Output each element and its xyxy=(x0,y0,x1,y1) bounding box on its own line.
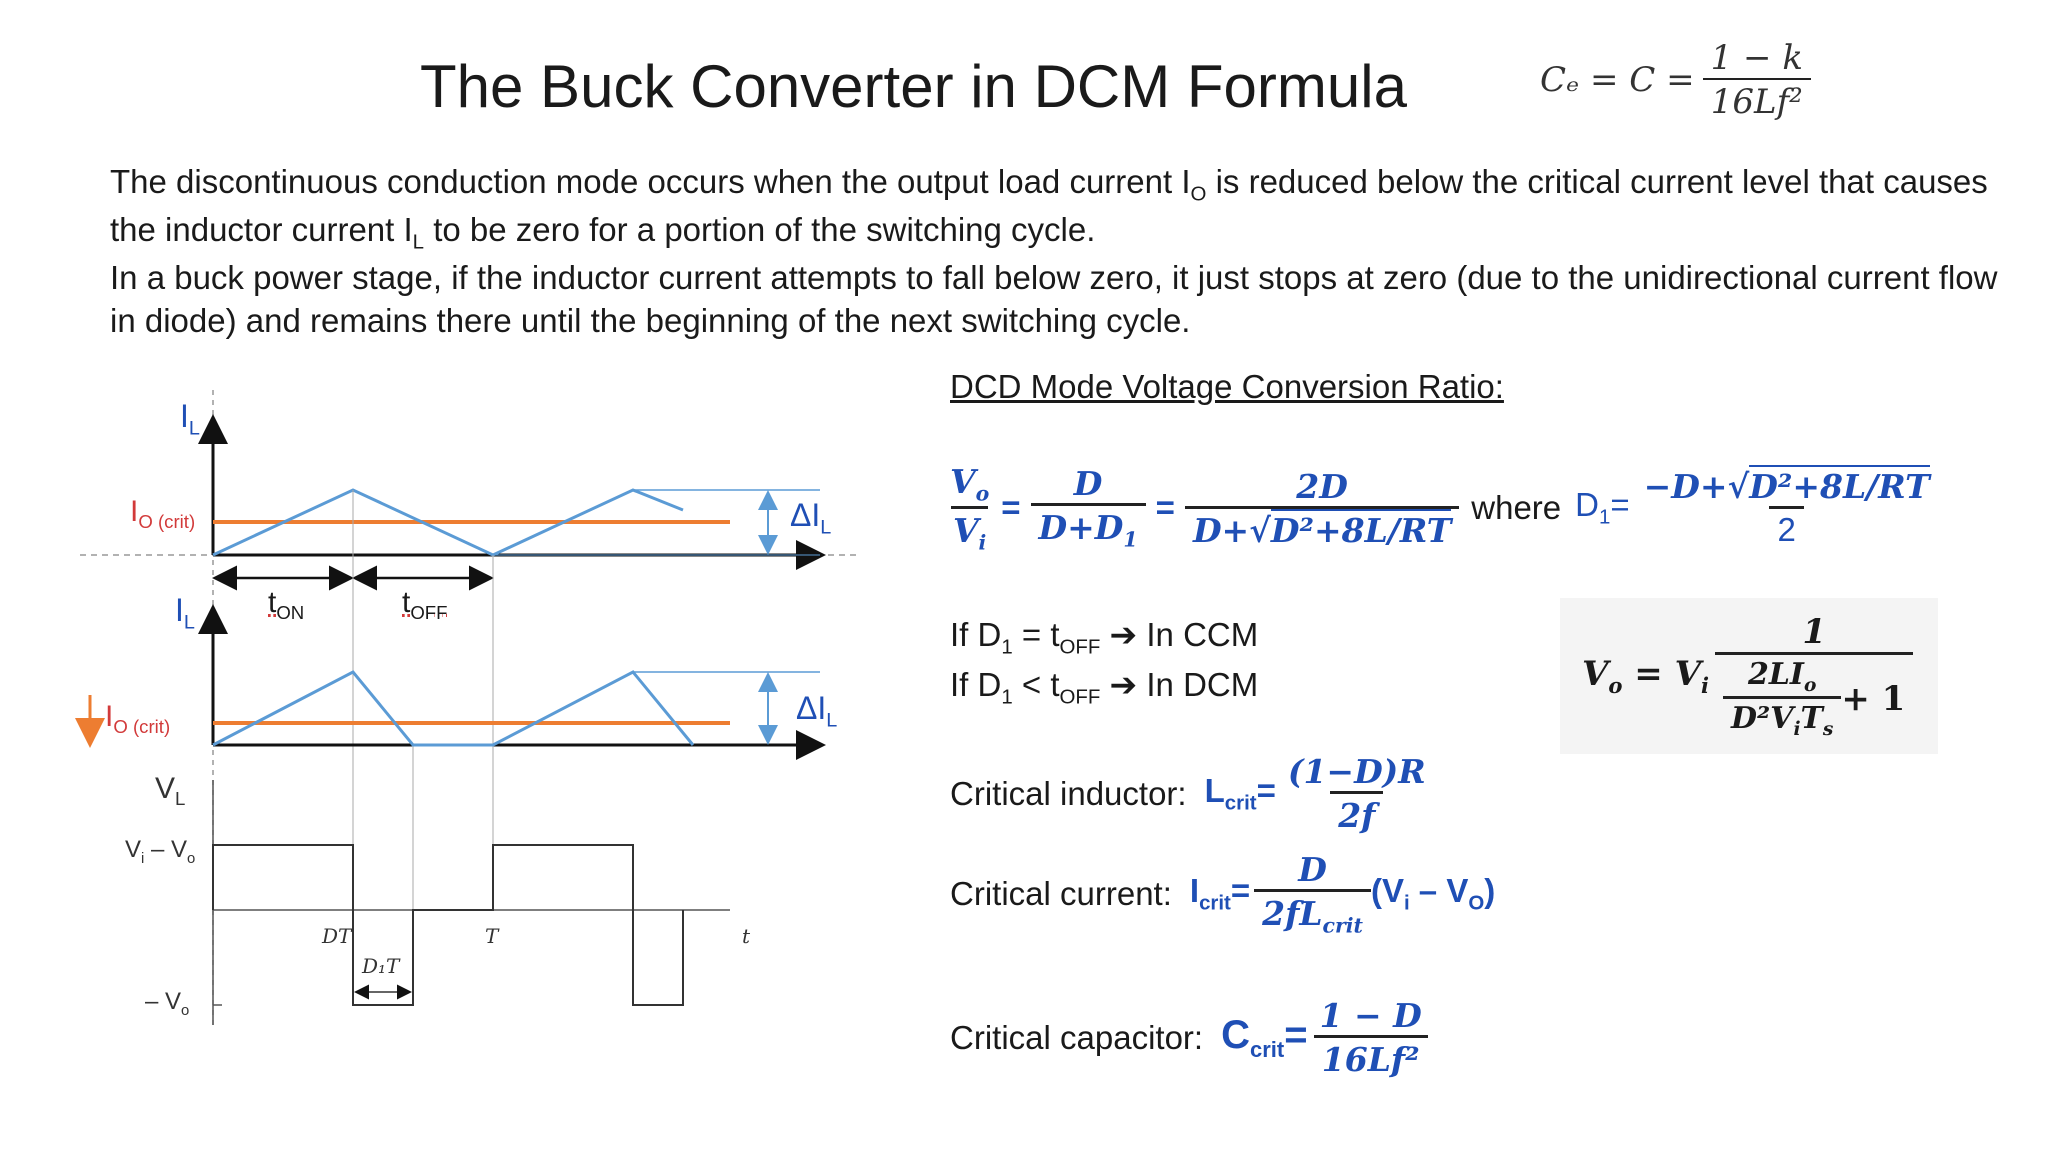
icrit-den: 2fL xyxy=(1262,894,1323,933)
intro-p1-c: to be zero for a portion of the switching cycle. xyxy=(424,210,1096,248)
d1t-label: D₁T xyxy=(362,954,400,978)
vi-vo-sub1: i xyxy=(141,850,145,867)
d1-fraction: $\frac{\text{−D+√D²+8L/RT}}{2}$ xyxy=(1643,467,1930,549)
cap-formula-num: 1 − k xyxy=(1710,38,1803,78)
d1-eq: = xyxy=(1610,486,1630,524)
minus-vo-sym: – V xyxy=(145,988,182,1015)
vo-formula xyxy=(1560,598,1938,754)
il-mid-label xyxy=(175,592,195,634)
vi-sym: V xyxy=(952,510,979,550)
icrit-den-sub: crit xyxy=(1322,913,1363,938)
c2-sub2: OFF xyxy=(1059,685,1101,709)
ccrit-fraction xyxy=(1312,996,1430,1079)
io-crit-top-sub: O (crit) xyxy=(138,511,196,532)
d1-den: 2 xyxy=(1769,506,1803,549)
condition-ccm xyxy=(950,612,1258,662)
vo-inner-fraction xyxy=(1723,657,1841,740)
c1-a: If D xyxy=(950,616,1002,653)
vo-vi-fraction xyxy=(948,462,991,554)
cap-formula-lhs: Cₑ = C = xyxy=(1540,60,1695,100)
vo-lhs: V xyxy=(1582,654,1609,695)
intro-text xyxy=(110,160,2010,343)
vo-inner-den-sub1: i xyxy=(1793,719,1801,740)
vl-sym: V xyxy=(155,772,176,805)
delta-il-top-label xyxy=(790,497,831,539)
icrit-tail-c: ) xyxy=(1484,872,1496,909)
vo-outer-fraction xyxy=(1715,612,1913,740)
c1-b: = t xyxy=(1012,616,1060,653)
ccrit-num: 1 − D xyxy=(1319,996,1422,1035)
vo-eq: = V xyxy=(1622,654,1701,695)
vo-inner-num-sub: o xyxy=(1803,675,1817,696)
intro-p1-sub-l: L xyxy=(412,230,425,254)
vo-num: 1 xyxy=(1802,612,1826,652)
lcrit-sym: L xyxy=(1204,771,1225,809)
t-period-label: T xyxy=(485,924,499,948)
cap-formula xyxy=(1540,38,1811,122)
d-fraction xyxy=(1031,464,1146,552)
d1-label: D xyxy=(1575,486,1599,524)
d1-label-sub: 1 xyxy=(1599,505,1611,529)
icrit-sym: I xyxy=(1189,872,1200,909)
vl-label xyxy=(155,772,185,810)
den2-a: D+ xyxy=(1192,510,1250,550)
delta-il-top-sym: ΔI xyxy=(790,497,821,533)
critical-capacitor-label: Critical capacitor: xyxy=(950,1018,1204,1056)
vo-inner-den: D²V xyxy=(1731,701,1794,736)
arrow-right-icon: ➔ xyxy=(1109,666,1138,704)
intro-p1-b: is reduced below the critical current level that causes the inductor current I xyxy=(110,163,1988,248)
cap-formula-den: 16Lf² xyxy=(1703,78,1811,122)
t-off-sub: OFF xyxy=(410,602,448,623)
ratio-eq1: = xyxy=(1001,489,1021,527)
conditions-block xyxy=(950,612,1258,712)
icrit-tail-sub1: i xyxy=(1403,891,1410,915)
critical-inductor xyxy=(950,752,1434,835)
t-axis-label: t xyxy=(742,924,751,948)
icrit-eq: = xyxy=(1230,872,1251,909)
waveform-diagram xyxy=(70,380,890,1040)
den2-rad: D²+8L/RT xyxy=(1270,510,1452,550)
lcrit-den: 2f xyxy=(1330,791,1383,835)
critical-inductor-label: Critical inductor: xyxy=(950,774,1187,812)
minus-vo-sub: o xyxy=(181,1002,190,1019)
c1-sub2: OFF xyxy=(1059,635,1101,659)
two-d-fraction: $\frac{2D}{\text{D+√D²+8L/RT}}$ xyxy=(1185,467,1459,550)
t-off-sym: t xyxy=(402,586,411,619)
delta-il-mid-sym: ΔI xyxy=(796,690,827,726)
vo-plus: + 1 xyxy=(1841,678,1906,719)
io-crit-mid-sym: I xyxy=(105,700,114,733)
c2-a: If D xyxy=(950,666,1002,704)
io-crit-mid-label xyxy=(105,700,170,738)
vi-vo-v1: V xyxy=(125,836,142,863)
conversion-ratio-equation xyxy=(948,462,1938,554)
ccrit-sub: crit xyxy=(1249,1036,1285,1062)
condition-dcm xyxy=(950,662,1258,712)
d1-sub: 1 xyxy=(1123,527,1138,552)
arrow-right-icon: ➔ xyxy=(1109,616,1138,653)
delta-il-mid-sub: L xyxy=(826,709,838,732)
intro-paragraph-2: In a buck power stage, if the inductor current attempts to fall below zero, it just stops at zero (due to the unidirectional current flow in diode) and remains there until the beginning of the next switching cycle. xyxy=(110,258,1998,340)
lcrit-num: (1−D)R xyxy=(1287,752,1426,791)
il-top-label xyxy=(180,398,200,440)
icrit-tail-b: – V xyxy=(1409,872,1469,909)
mid-inductor-current-wave xyxy=(213,672,693,745)
vl-sub: L xyxy=(175,788,186,809)
vi-vo-label xyxy=(125,836,195,867)
where-text: where xyxy=(1471,489,1562,527)
icrit-tail-sub2: O xyxy=(1468,891,1485,915)
lcrit-sub: crit xyxy=(1224,791,1257,815)
c1-sub: 1 xyxy=(1001,635,1013,659)
c2-result: In DCM xyxy=(1146,666,1259,704)
t-off-label xyxy=(402,586,448,624)
intro-p1-sub-o: O xyxy=(1190,182,1207,206)
lcrit-fraction xyxy=(1280,752,1434,835)
vo-inner-den-sub2: s xyxy=(1822,719,1834,740)
lcrit-eq: = xyxy=(1256,771,1276,809)
vo-inner-num: 2LI xyxy=(1747,657,1804,692)
vi-vo-sub2: o xyxy=(187,850,196,867)
two-d-num: 2D xyxy=(1296,466,1348,506)
delta-il-top-sub: L xyxy=(820,516,832,539)
d-num: D xyxy=(1073,464,1103,504)
conversion-ratio-heading: DCD Mode Voltage Conversion Ratio: xyxy=(950,368,1504,405)
ccrit-eq: = xyxy=(1284,1012,1308,1057)
vi-vo-mid: – V xyxy=(144,836,188,863)
c2-sub: 1 xyxy=(1001,685,1013,709)
t-on-sub: ON xyxy=(276,602,305,623)
vo-eq-sub: i xyxy=(1701,672,1710,698)
icrit-num: D xyxy=(1298,850,1327,889)
c1-result: In CCM xyxy=(1146,616,1259,653)
ccrit-den: 16Lf² xyxy=(1314,1035,1428,1079)
c2-b: < t xyxy=(1012,666,1060,704)
io-crit-mid-sub: O (crit) xyxy=(113,716,171,737)
ratio-eq2: = xyxy=(1155,489,1175,527)
io-crit-top-label xyxy=(130,495,195,533)
il-top-sub: L xyxy=(188,417,200,440)
vi-sub: i xyxy=(978,530,987,555)
critical-current-label: Critical current: xyxy=(950,874,1172,912)
vo-sub: o xyxy=(975,481,990,506)
vo-sym: V xyxy=(950,462,976,501)
io-crit-top-sym: I xyxy=(130,495,139,528)
critical-capacitor xyxy=(950,996,1430,1079)
t-on-sym: t xyxy=(268,586,277,619)
il-top-sym: I xyxy=(180,398,189,434)
d-d1-den: D+D xyxy=(1038,508,1124,548)
il-mid-sym: I xyxy=(175,592,184,628)
delta-il-mid-label xyxy=(796,690,837,732)
page-title: The Buck Converter in DCM Formula xyxy=(420,53,1407,120)
ccrit-sym: C xyxy=(1221,1012,1250,1057)
il-mid-sub: L xyxy=(183,611,195,634)
vl-waveform xyxy=(213,845,683,1005)
d1-num-a: −D+ xyxy=(1643,467,1728,507)
vo-inner-den-t: T xyxy=(1800,701,1823,736)
cap-formula-fraction xyxy=(1703,38,1811,122)
dt-label: DT xyxy=(322,924,352,948)
icrit-fraction xyxy=(1254,850,1371,938)
critical-current xyxy=(950,850,1495,938)
icrit-tail-a: (V xyxy=(1370,872,1404,909)
intro-p1-a: The discontinuous conduction mode occurs when the output load current I xyxy=(110,163,1191,200)
minus-vo-label xyxy=(145,988,189,1019)
icrit-sub: crit xyxy=(1199,891,1231,915)
t-on-label xyxy=(268,586,304,624)
d1-num-rad: D²+8L/RT xyxy=(1749,467,1930,507)
vo-lhs-sub: o xyxy=(1608,672,1623,698)
intro-paragraph-1 xyxy=(110,160,2010,256)
